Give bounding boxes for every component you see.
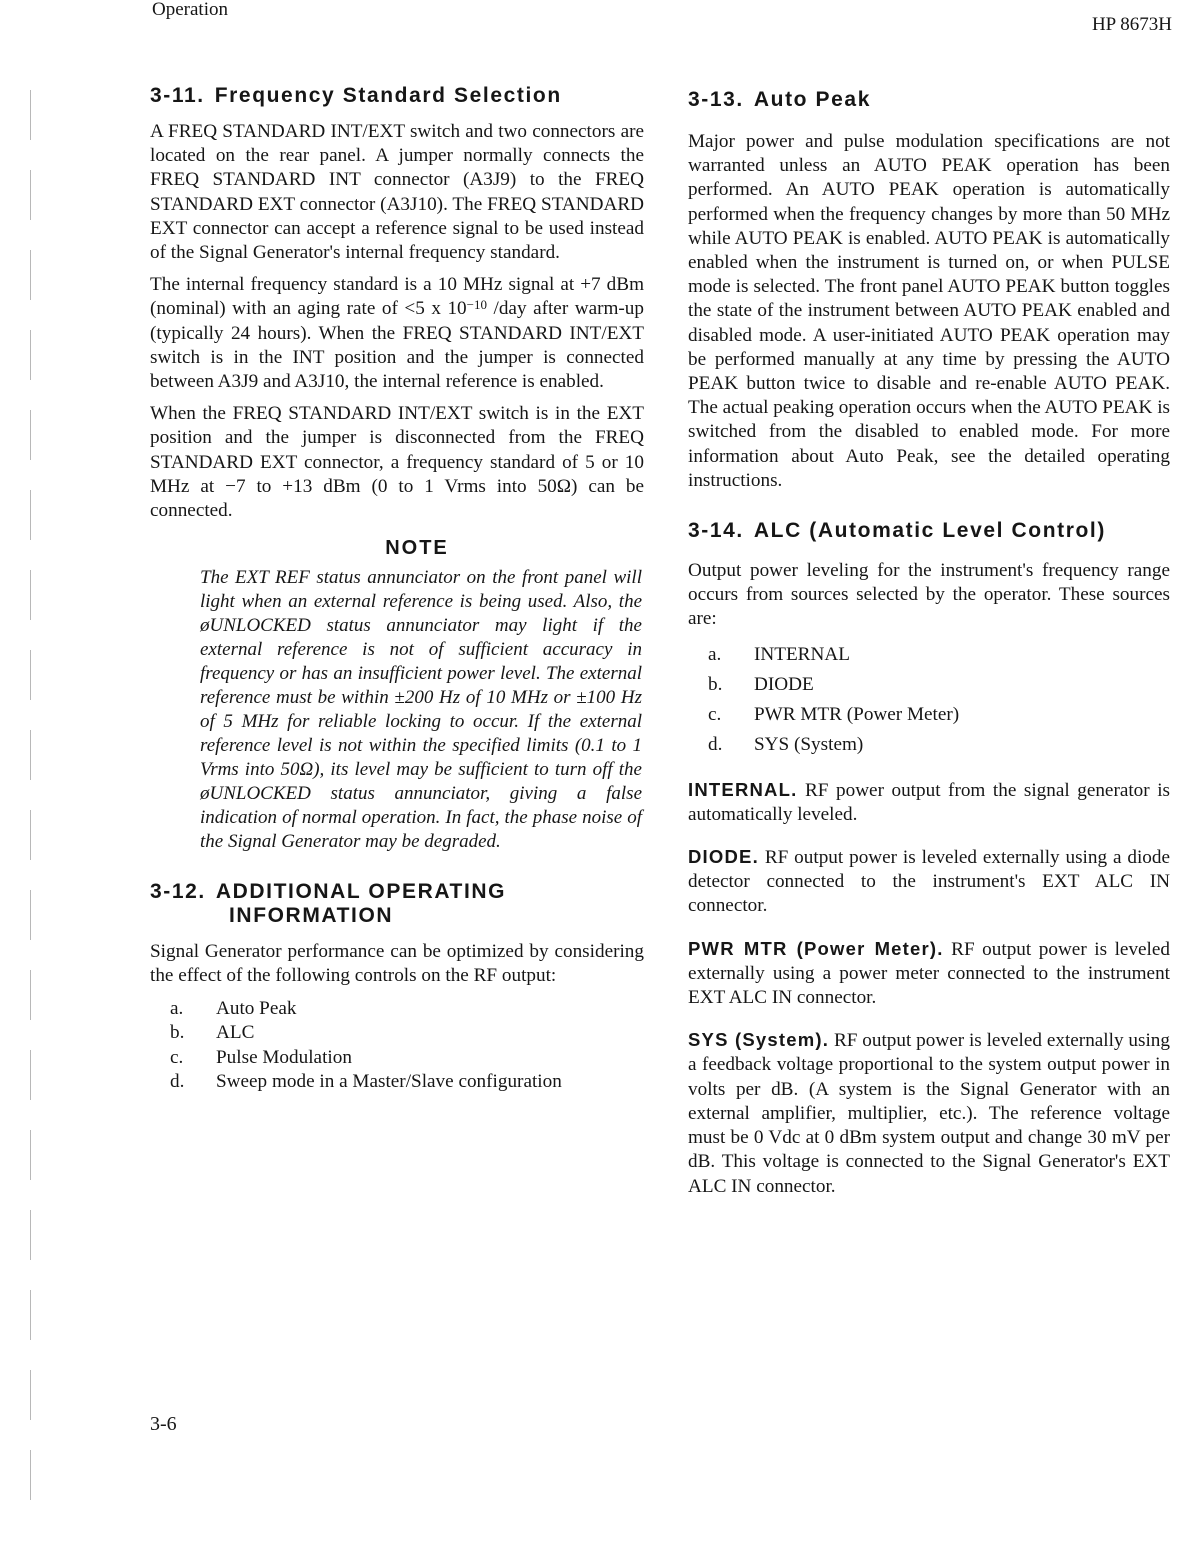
- list-item: [170, 1021, 644, 1046]
- header-section-name: Operation: [152, 0, 228, 20]
- section-title: ADDITIONAL OPERATING: [215, 880, 507, 904]
- section-number: 3-11.: [150, 84, 205, 107]
- definition-diode: [688, 845, 1170, 919]
- margin-mark: [30, 810, 39, 860]
- margin-mark: [30, 1210, 39, 1260]
- definition-term: DIODE.: [688, 846, 759, 868]
- section-number: 3-13.: [688, 88, 744, 111]
- controls-list: [150, 997, 644, 1095]
- margin-mark: [30, 970, 39, 1020]
- margin-mark: [30, 250, 39, 300]
- note-body: The EXT REF status annunciator on the front panel will light when an external reference is being used. Also, the øUNLOCKED status annunciator may light if the external reference is not of sufficient accuracy in frequency or has an insufficient power level. The external reference must be within ±200 Hz of 10 MHz or ±100 Hz of 5 MHz for reliable locking to occur. If the external reference level is not within the specified limits (0.1 to 1 Vrms into 50Ω), its level may be sufficient to turn off the øUNLOCKED status annunciator, giving a false indication of normal operation. In fact, the phase noise of the Signal Generator may be degraded.: [200, 567, 642, 853]
- margin-mark: [30, 650, 39, 700]
- definition-pwr-mtr: [688, 937, 1170, 1011]
- paragraph: Output power leveling for the instrument's frequency range occurs from sources selected by the operator. These sources are:: [688, 560, 1170, 630]
- list-item: [170, 997, 644, 1022]
- margin-mark: [30, 890, 39, 940]
- list-item: [708, 730, 1170, 760]
- margin-mark: [30, 730, 39, 780]
- list-letter: c.: [170, 1046, 184, 1068]
- list-letter: b.: [708, 673, 723, 695]
- margin-mark: [30, 1450, 39, 1500]
- list-item: [170, 1046, 644, 1071]
- list-letter: a.: [170, 997, 184, 1019]
- margin-mark: [30, 170, 39, 220]
- margin-mark: [30, 1050, 39, 1100]
- exponent: −10: [466, 297, 487, 313]
- paragraph: When the FREQ STANDARD INT/EXT switch is in the EXT position and the jumper is disconnected from the FREQ STANDARD EXT connector, a frequency standard of 5 or 10 MHz at −7 to +13 dBm (0 to 1 Vrms into 50Ω) can be connected.: [150, 403, 644, 522]
- list-text: ALC: [216, 1022, 255, 1044]
- paragraph: [150, 273, 644, 394]
- page-header: [152, 0, 1172, 40]
- margin-mark: [30, 1130, 39, 1180]
- paragraph: Signal Generator performance can be optimized by considering the effect of the following controls on the RF output:: [150, 941, 644, 987]
- list-item: [708, 640, 1170, 670]
- definition-sys: [688, 1028, 1170, 1198]
- paragraph-text: The internal frequency standard is a 10 MHz signal at +7 dBm (nominal) with an aging rate of <5 x 10: [150, 274, 644, 320]
- definition-internal: [688, 778, 1170, 827]
- list-item: [170, 1070, 644, 1095]
- section-number: 3-12.: [150, 880, 206, 904]
- definition-text: RF power output from the signal generator is automatically leveled.: [688, 779, 1170, 825]
- margin-mark: [30, 1370, 39, 1420]
- margin-mark: [30, 570, 39, 620]
- definition-term: INTERNAL.: [688, 778, 798, 800]
- definition-term: SYS (System).: [688, 1029, 830, 1051]
- list-text: INTERNAL: [754, 643, 850, 665]
- section-heading-3-11: [150, 84, 644, 108]
- margin-mark: [30, 410, 39, 460]
- section-heading-3-13: [688, 88, 1170, 112]
- list-letter: a.: [708, 643, 722, 665]
- list-text: Pulse Modulation: [216, 1046, 352, 1068]
- section-title-line-2: INFORMATION: [229, 904, 394, 928]
- section-title: Frequency Standard Selection: [214, 84, 562, 107]
- list-text: Auto Peak: [216, 997, 297, 1019]
- section-heading-3-12: [150, 880, 644, 928]
- definition-term: PWR MTR (Power Meter).: [688, 937, 944, 959]
- section-title: Auto Peak: [753, 88, 871, 111]
- definition-text: RF output power is leveled externally using a power meter connected to the instrument EXT ALC IN connector.: [688, 938, 1170, 1009]
- list-letter: b.: [170, 1022, 185, 1044]
- margin-mark: [30, 90, 39, 140]
- list-text: SYS (System): [754, 733, 864, 755]
- section-heading-3-14: [688, 519, 1170, 543]
- left-column: [150, 84, 644, 1105]
- section-number: 3-14.: [688, 519, 744, 543]
- list-letter: c.: [708, 703, 722, 725]
- list-letter: d.: [708, 733, 723, 755]
- paragraph-text: /day after warm-up (typically 24 hours). When the FREQ STANDARD INT/EXT switch is in the INT position and the jumper is connected between A3J9 and A3J10, the internal reference is enabled.: [150, 298, 644, 393]
- section-title: ALC (Automatic Level Control): [753, 519, 1106, 543]
- paragraph: Major power and pulse modulation specifications are not warranted unless an AUTO PEAK operation has been performed. An AUTO PEAK operation is automatically performed when the frequency changes by more than 50 MHz while AUTO PEAK is enabled. AUTO PEAK is automatically enabled when the instrument is turned on, or when PULSE mode is selected. The front panel AUTO PEAK button toggles the state of the instrument between AUTO PEAK enabled and disabled mode. A user-initiated AUTO PEAK operation may be performed manually at any time by pressing the AUTO PEAK button twice to disable and re-enable AUTO PEAK. The actual peaking operation occurs when the AUTO PEAK is switched from the disabled to enabled mode. For more information about Auto Peak, see the detailed operating instructions.: [688, 131, 1170, 491]
- page-number: 3-6: [150, 1413, 177, 1435]
- list-item: [708, 700, 1170, 730]
- list-letter: d.: [170, 1071, 185, 1093]
- list-item: [708, 670, 1170, 700]
- paragraph: A FREQ STANDARD INT/EXT switch and two connectors are located on the rear panel. A jumper normally connects the FREQ STANDARD INT connector (A3J9) to the FREQ STANDARD EXT connector (A3J10). The FREQ STANDARD EXT connector can accept a reference signal to be used instead of the Signal Generator's internal frequency standard.: [150, 121, 644, 264]
- list-text: DIODE: [754, 673, 814, 695]
- note-title: NOTE: [385, 537, 449, 560]
- right-column: [688, 84, 1170, 1207]
- alc-sources-list: [688, 640, 1170, 760]
- definition-text: RF output power is leveled externally using a diode detector connected to the instrument's EXT ALC IN connector.: [688, 847, 1170, 917]
- margin-mark: [30, 330, 39, 380]
- note-box: [150, 537, 644, 854]
- list-text: Sweep mode in a Master/Slave configuration: [216, 1071, 562, 1093]
- list-text: PWR MTR (Power Meter): [754, 703, 960, 725]
- margin-mark: [30, 490, 39, 540]
- header-model-number: HP 8673H: [1091, 14, 1172, 35]
- definition-text: RF output power is leveled externally using a feedback voltage proportional to the system output power in volts per dB. (A system is the Signal Generator with an external amplifier, multiplier, etc.). The reference voltage must be 0 Vdc at 0 dBm system output and change 30 mV per dB. This voltage is connected to the Signal Generator's EXT ALC IN connector.: [688, 1030, 1170, 1197]
- margin-mark: [30, 1290, 39, 1340]
